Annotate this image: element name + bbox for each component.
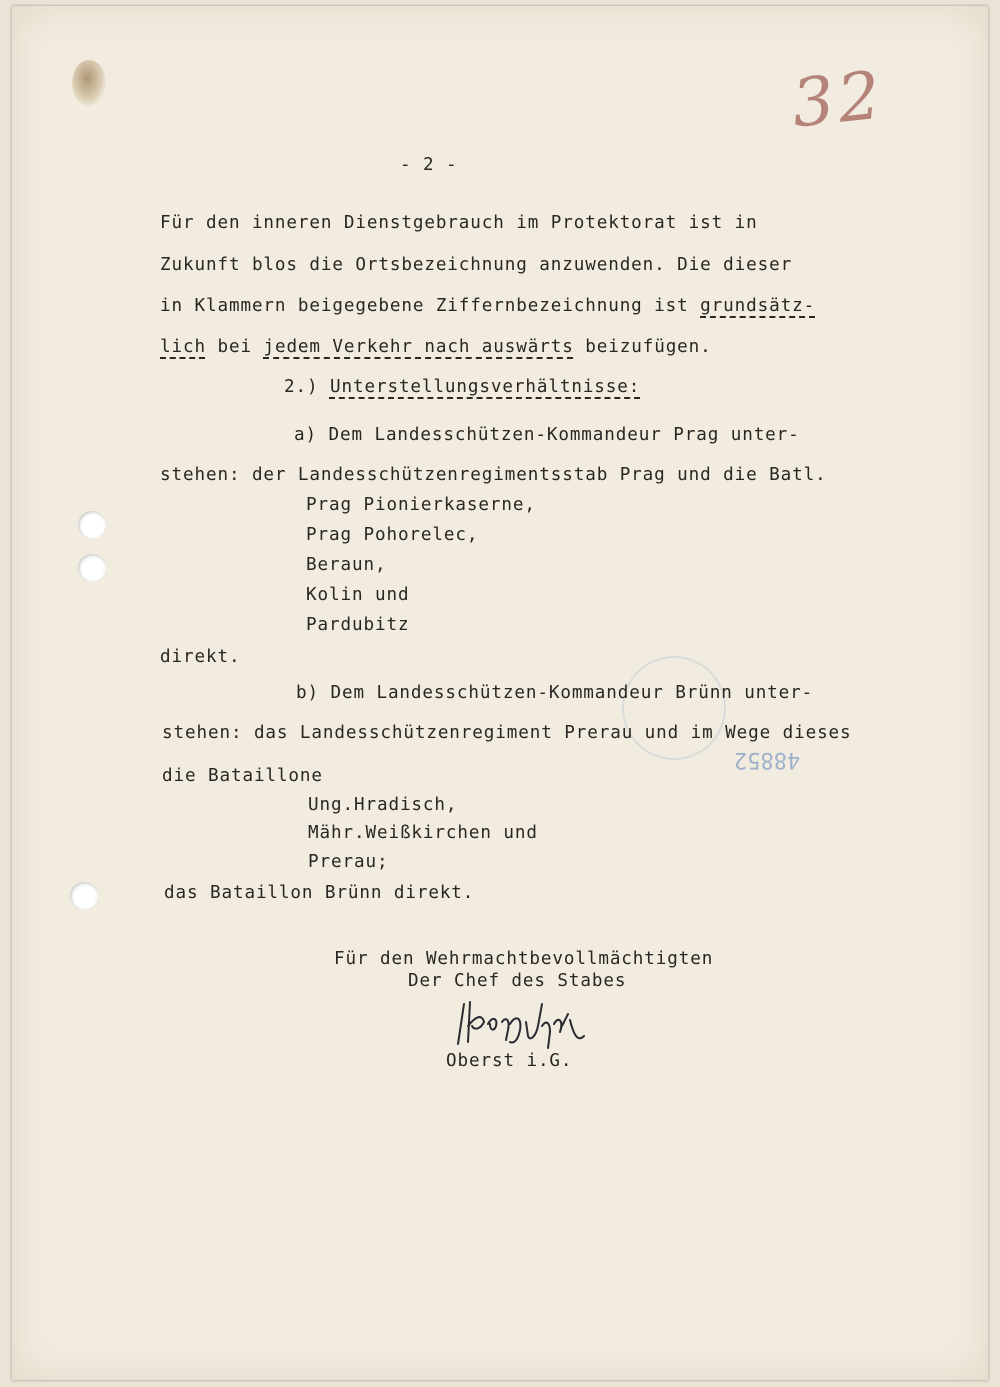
- closing-line: Der Chef des Stabes: [408, 971, 627, 991]
- paragraph-line: Für den inneren Dienstgebrauch im Protektorat ist in: [160, 213, 758, 233]
- paragraph-line: [160, 336, 712, 358]
- subsection-a-end: direkt.: [160, 647, 241, 667]
- paragraph-line: Zukunft blos die Ortsbezeichnung anzuwenden. Die dieser: [160, 255, 793, 275]
- folio-number: 32: [788, 56, 888, 143]
- punch-hole: [78, 511, 106, 539]
- subsection-b-end: das Bataillon Brünn direkt.: [164, 883, 475, 903]
- list-item: Prag Pionierkaserne,: [306, 495, 536, 515]
- subsection-a-line: stehen: der Landesschützenregimentsstab Prag und die Batl.: [160, 465, 827, 485]
- section-title: Unterstellungsverhältnisse:: [329, 377, 641, 397]
- rust-stain: [72, 60, 106, 106]
- document-page: [12, 6, 988, 1380]
- signature-rank: Oberst i.G.: [446, 1051, 573, 1071]
- punch-hole: [70, 882, 98, 910]
- subsection-b-line: b) Dem Landesschützen-Kommandeur Brünn unter-: [296, 683, 814, 703]
- list-item: Prerau;: [308, 852, 389, 872]
- page-number: - 2 -: [400, 155, 458, 175]
- paragraph-text: bei: [205, 337, 264, 357]
- underlined-text: grundsätz-: [700, 296, 816, 316]
- faded-stamp: [622, 656, 726, 760]
- list-item: Kolin und: [306, 585, 410, 605]
- list-item: Pardubitz: [306, 615, 410, 635]
- list-item: Beraun,: [306, 555, 387, 575]
- section-number: 2.): [284, 377, 330, 397]
- subsection-b-line: die Bataillone: [162, 766, 323, 786]
- stamp-number: 48852: [734, 747, 801, 772]
- handwritten-signature: [450, 996, 600, 1056]
- underlined-text: lich: [160, 337, 206, 357]
- paragraph-text: beizufügen.: [573, 337, 712, 357]
- closing-line: Für den Wehrmachtbevollmächtigten: [334, 949, 714, 969]
- subsection-a-line: a) Dem Landesschützen-Kommandeur Prag unter-: [294, 425, 800, 445]
- paragraph-text: in Klammern beigegebene Ziffernbezeichnung ist: [160, 296, 701, 316]
- list-item: Mähr.Weißkirchen und: [308, 823, 538, 843]
- subsection-b-line: stehen: das Landesschützenregiment Prerau und im Wege dieses: [162, 723, 852, 743]
- list-item: Ung.Hradisch,: [308, 795, 458, 815]
- punch-hole: [78, 554, 106, 582]
- underlined-text: jedem Verkehr nach auswärts: [263, 337, 574, 357]
- list-item: Prag Pohorelec,: [306, 525, 479, 545]
- section-heading: [284, 376, 640, 398]
- paragraph-line: [160, 295, 815, 317]
